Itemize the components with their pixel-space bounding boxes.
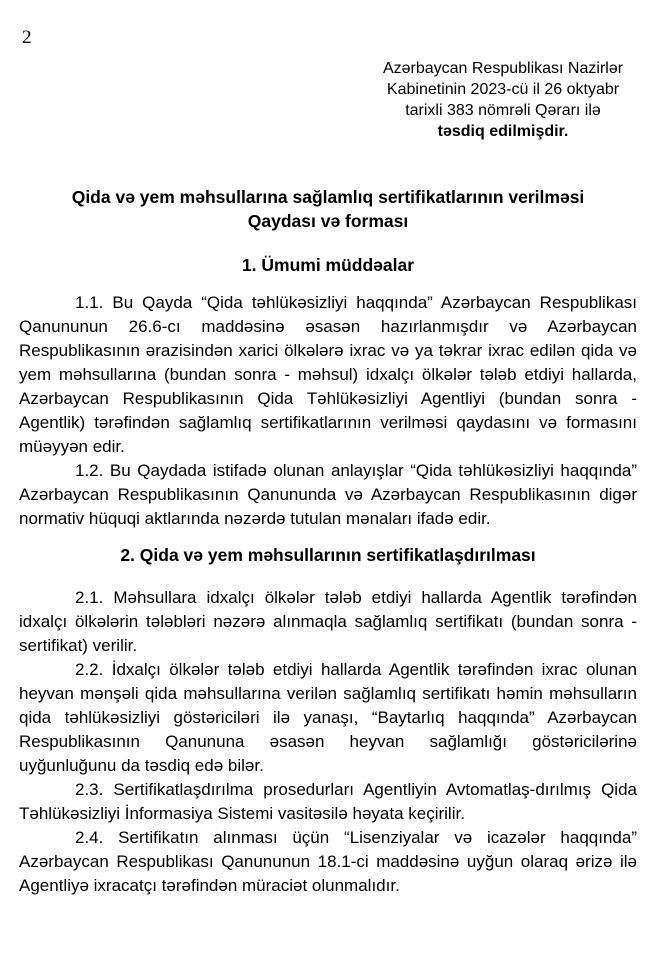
paragraph-2-1: 2.1. Məhsullara idxalçı ölkələr tələb etdiyi hallarda Agentlik tərəfindən idxalçı ölkələrin tələbləri nəzərə alınmaqla sağlamlıq sertifikatı (bundan sonra - sertifikat) verilir. bbox=[19, 588, 637, 655]
paragraph-2-3: 2.3. Sertifikatlaşdırılma prosedurları Agentliyin Avtomatlaş-dırılmış Qida Təhlükəsizliyi İnformasiya Sistemi vasitəsilə həyata keçirilir. bbox=[19, 780, 637, 823]
page-number: 2 bbox=[22, 27, 32, 48]
section-2-body bbox=[19, 586, 637, 898]
paragraph-2-4: 2.4. Sertifikatın alınması üçün “Lisenziyalar və icazələr haqqında” Azərbaycan Respublikası Qanununun 18.1-ci maddəsinə uyğun olaraq ərizə ilə Agentliyə ixracatçı tərəfindən müraciət olunmalıdır. bbox=[19, 828, 637, 895]
paragraph-2-2: 2.2. İdxalçı ölkələr tələb etdiyi hallarda Agentlik tərəfindən ixrac olunan heyvan mənşəli qida məhsullarına verilən sağlamlıq sertifikatı həmin məhsulların qida təhlükəsizliyi göstəriciləri ilə yanaşı, “Baytarlıq haqqında” Azərbaycan Respublikasının Qanununa əsasən heyvan sağlamlığı göstəricilərinə uyğunluğunu da təsdiq edə bilər. bbox=[19, 660, 637, 775]
document-title bbox=[19, 185, 637, 233]
document-title-line-1: Qida və yem məhsullarına sağlamlıq sertifikatlarının verilməsi bbox=[71, 187, 585, 207]
approval-note bbox=[370, 58, 636, 142]
paragraph-1-2: 1.2. Bu Qaydada istifadə olunan anlayışlar “Qida təhlükəsizliyi haqqında” Azərbaycan Respublikasının Qanununda və Azərbaycan Respublikasının digər normativ hüquqi aktlarında nəzərdə tutulan mənaları ifadə edir. bbox=[19, 461, 637, 528]
section-1-body bbox=[19, 291, 637, 531]
document-title-line-2: Qaydası və forması bbox=[247, 211, 409, 231]
approval-confirmation-line: təsdiq edilmişdir. bbox=[437, 123, 569, 140]
paragraph-1-1: 1.1. Bu Qayda “Qida təhlükəsizliyi haqqında” Azərbaycan Respublikası Qanununun 26.6-cı maddəsinə əsasən hazırlanmışdır və Azərbaycan Respublikasının ərazisindən xarici ölkələrə ixrac və ya təkrar ixrac edilən qida və yem məhsullarına (bundan sonra - məhsul) idxalçı ölkələr tələb etdiyi hallarda, Azərbaycan Respublikasının Qida Təhlükəsizliyi Agentliyi (bundan sonra - Agentlik) tərəfindən sağlamlıq sertifikatlarının verilməsi qaydasını və formasını müəyyən edir. bbox=[19, 293, 637, 456]
section-2-heading: 2. Qida və yem məhsullarının sertifikatlaşdırılması bbox=[120, 545, 536, 565]
approval-line-3: tarixli 383 nömrəli Qərarı ilə bbox=[405, 102, 601, 119]
approval-line-2: Kabinetinin 2023-cü il 26 oktyabr bbox=[386, 81, 620, 98]
approval-line-1: Azərbaycan Respublikası Nazirlər bbox=[382, 60, 624, 77]
section-1-heading: 1. Ümumi müddəalar bbox=[241, 255, 415, 275]
